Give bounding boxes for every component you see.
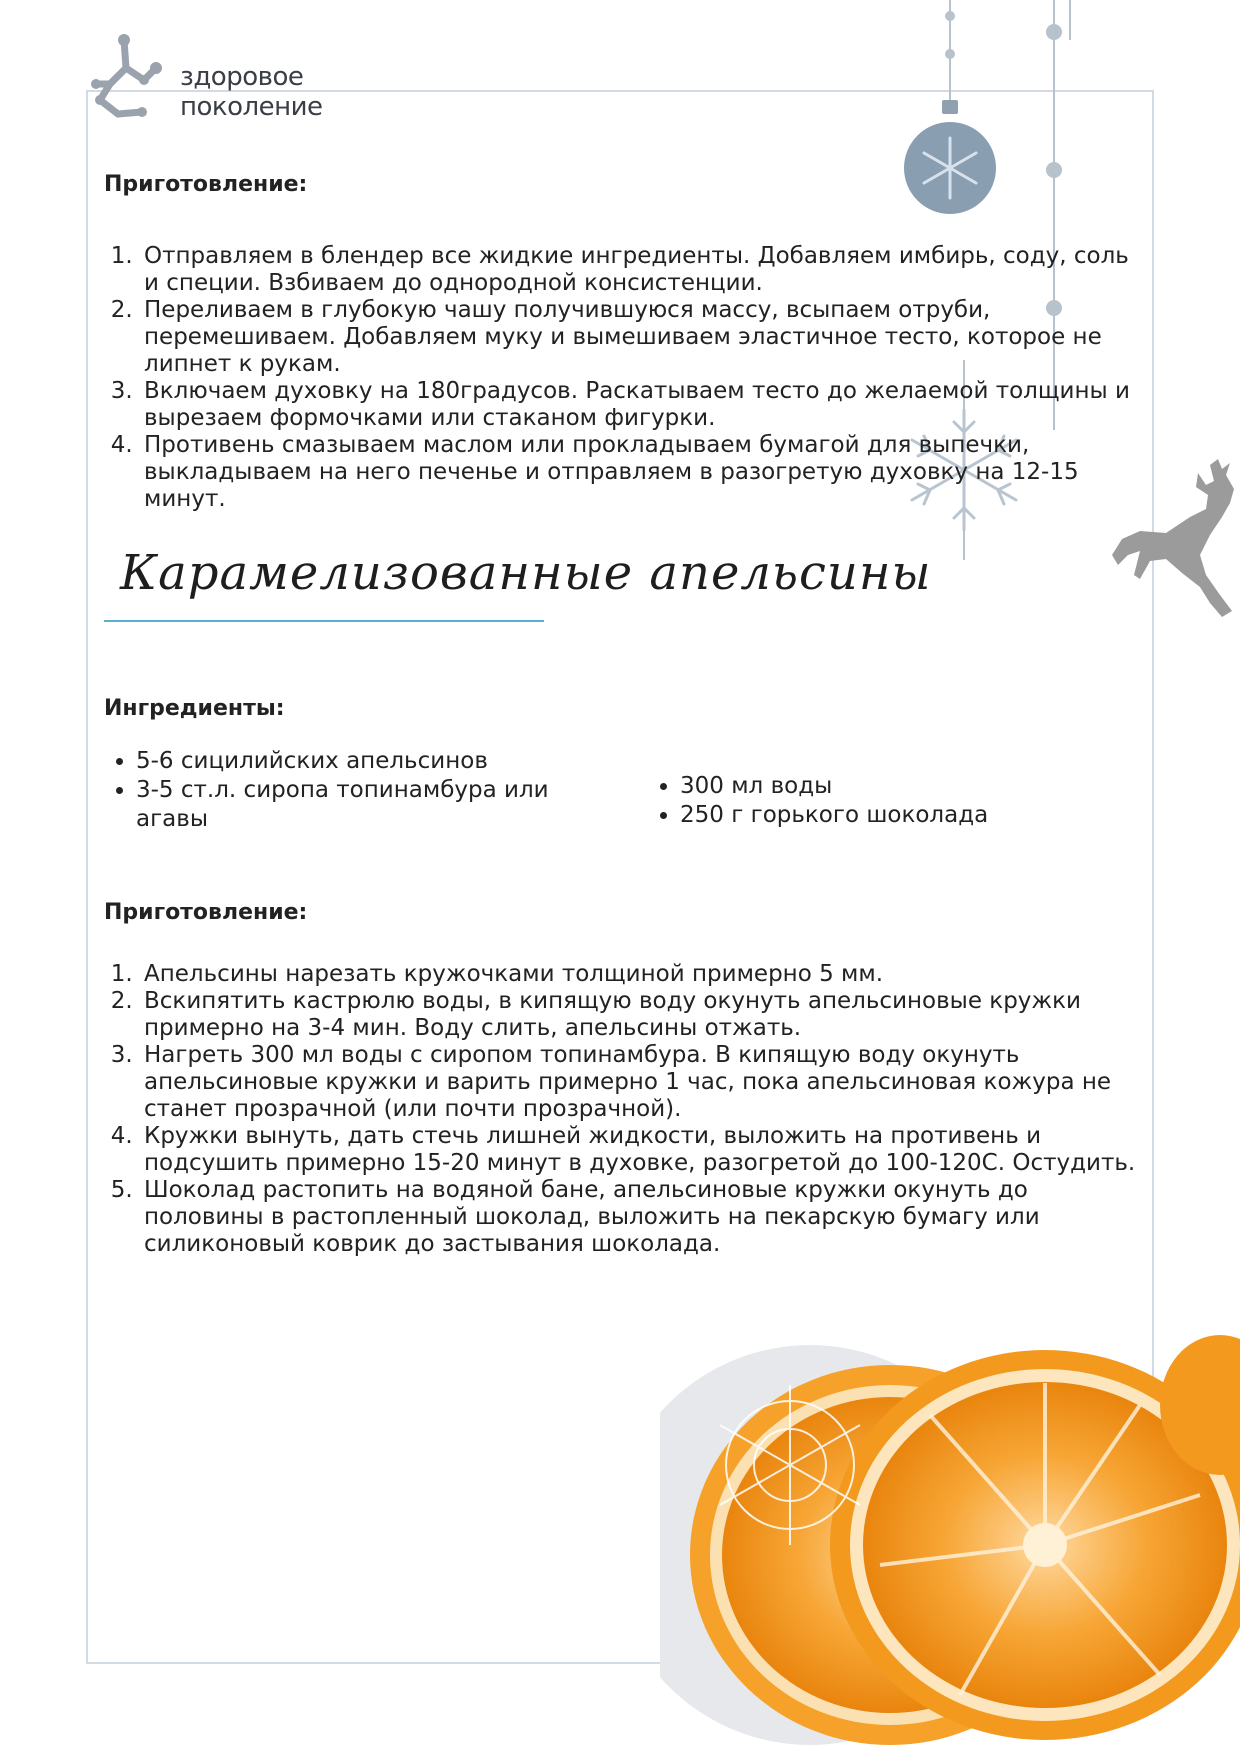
title-underline — [104, 620, 544, 622]
ingredients-right-column — [648, 772, 1128, 830]
steps-list — [104, 243, 1140, 513]
section-heading: Ингредиенты: — [104, 696, 285, 721]
step-item: 1. Апельсины нарезать кружочками толщиной примерно 5 мм. — [140, 961, 1140, 988]
step-item: 3. Включаем духовку на 180градусов. Раскатываем тесто до желаемой толщины и вырезаем формочками или стаканом фигурки. — [140, 378, 1140, 432]
preparation-section-2 — [104, 900, 1140, 1258]
step-item: 5. Шоколад растопить на водяной бане, апельсиновые кружки окунуть до половины в растопленный шоколад, выложить на пекарскую бумагу или силиконовый коврик до застывания шоколада. — [140, 1177, 1140, 1258]
ingredient-item: • 3-5 ст.л. сиропа топинамбура или агавы — [136, 776, 624, 834]
step-item: 4. Кружки вынуть, дать стечь лишней жидкости, выложить на противень и подсушить примерно 15-20 минут в духовке, разогретой до 100-120С. Остудить. — [140, 1123, 1140, 1177]
brand-name-line1: здоровое — [180, 62, 304, 92]
brand-name-line2: поколение — [180, 92, 323, 122]
ingredients-section — [104, 696, 1140, 721]
ingredient-item: • 250 г горького шоколада — [680, 801, 1128, 830]
section-heading: Приготовление: — [104, 172, 308, 197]
ingredient-item: • 300 мл воды — [680, 772, 1128, 801]
step-item: 1. Отправляем в блендер все жидкие ингредиенты. Добавляем имбирь, соду, соль и специи. Взбиваем до однородной консистенции. — [140, 243, 1140, 297]
steps-list — [104, 961, 1140, 1258]
recipe-title: Карамелизованные апельсины — [120, 545, 932, 601]
ingredient-item: • 5-6 сицилийских апельсинов — [136, 747, 624, 776]
brand-name — [180, 62, 323, 122]
ingredients-left-column — [104, 747, 624, 834]
step-item: 4. Противень смазываем маслом или прокладываем бумагой для выпечки, выкладываем на него печенье и отправляем в разогретую духовку на 12-15 минут. — [140, 432, 1140, 513]
preparation-section-1 — [104, 172, 1140, 513]
orange-slices-image — [660, 1335, 1240, 1755]
step-item: 2. Вскипятить кастрюлю воды, в кипящую воду окунуть апельсиновые кружки примерно на 3-4 мин. Воду слить, апельсины отжать. — [140, 988, 1140, 1042]
molecule-logo-icon — [82, 28, 192, 128]
step-item: 2. Переливаем в глубокую чашу получившуюся массу, всыпаем отруби, перемешиваем. Добавляем муку и вымешиваем эластичное тесто, которое не липнет к рукам. — [140, 297, 1140, 378]
step-item: 3. Нагреть 300 мл воды с сиропом топинамбура. В кипящую воду окунуть апельсиновые кружки и варить примерно 1 час, пока апельсиновая кожура не станет прозрачной (или почти прозрачной). — [140, 1042, 1140, 1123]
section-heading: Приготовление: — [104, 900, 308, 925]
